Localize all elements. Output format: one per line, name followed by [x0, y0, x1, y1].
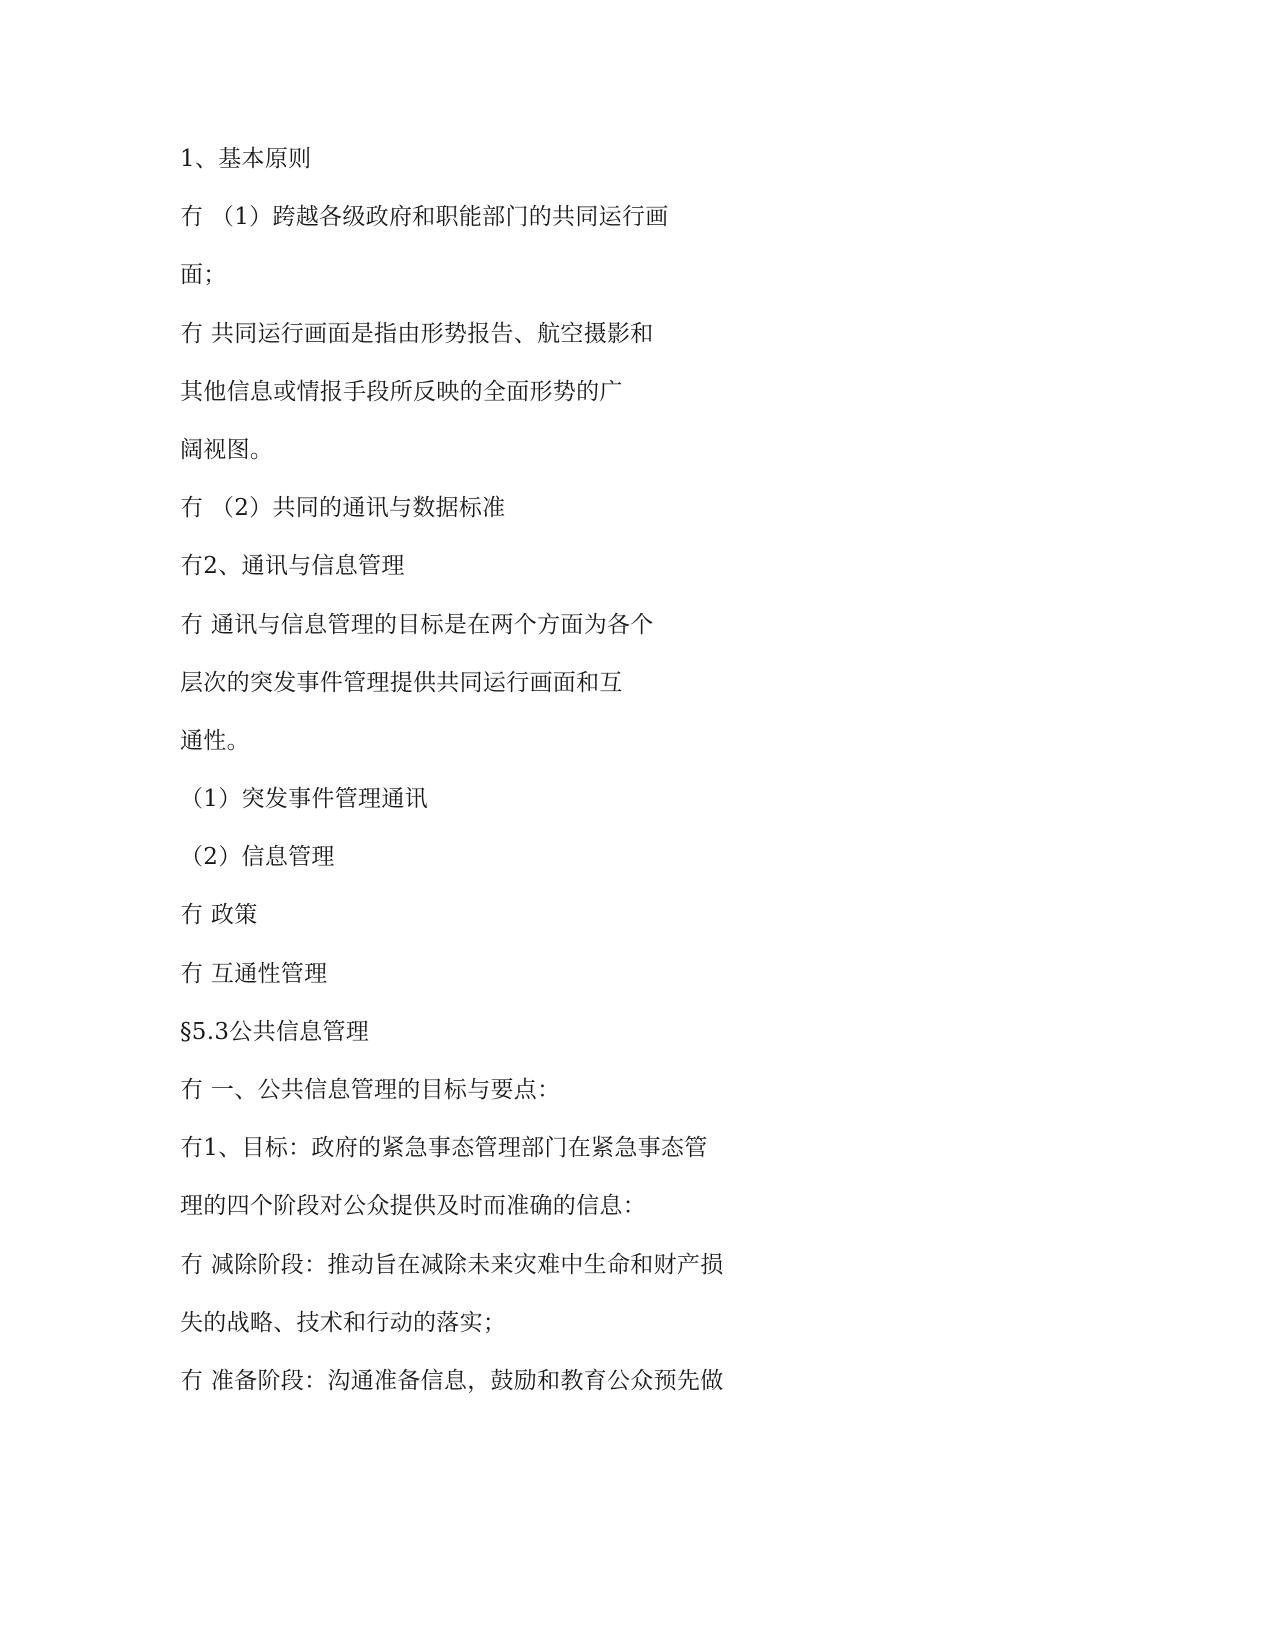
text-line: 冇 通讯与信息管理的目标是在两个方面为各个 — [180, 611, 654, 638]
section-heading: §5.3公共信息管理 — [180, 1018, 370, 1045]
text-line: 面； — [180, 262, 227, 289]
text-line: 冇 （1）跨越各级政府和职能部门的共同运行画 — [180, 204, 669, 231]
text-line: （2）信息管理 — [180, 844, 335, 871]
text-line: 失的战略、技术和行动的落实； — [180, 1309, 507, 1336]
text-line: 其他信息或情报手段所反映的全面形势的广 — [180, 378, 623, 405]
section-heading: 冇2、通讯与信息管理 — [180, 553, 405, 580]
text-line: 冇 政策 — [180, 902, 258, 929]
text-line: 冇 互通性管理 — [180, 960, 328, 987]
text-line: （1）突发事件管理通讯 — [180, 786, 428, 813]
text-line: 冇 减除阶段：推动旨在减除未来灾难中生命和财产损 — [180, 1251, 724, 1278]
text-line: 层次的突发事件管理提供共同运行画面和互 — [180, 669, 623, 696]
text-line: 冇 共同运行画面是指由形势报告、航空摄影和 — [180, 320, 654, 347]
document-body — [180, 145, 760, 1425]
text-line: 阔视图。 — [180, 436, 274, 463]
text-line: 冇 准备阶段：沟通准备信息，鼓励和教育公众预先做 — [180, 1367, 724, 1394]
section-heading: 1、基本原则 — [180, 146, 312, 172]
text-line: 理的四个阶段对公众提供及时而准确的信息： — [180, 1193, 646, 1220]
text-line: 冇 （2）共同的通讯与数据标准 — [180, 495, 506, 522]
text-line: 通性。 — [180, 727, 250, 754]
text-line: 冇 一、公共信息管理的目标与要点： — [180, 1077, 561, 1103]
text-line: 冇1、目标：政府的紧急事态管理部门在紧急事态管 — [180, 1135, 708, 1162]
